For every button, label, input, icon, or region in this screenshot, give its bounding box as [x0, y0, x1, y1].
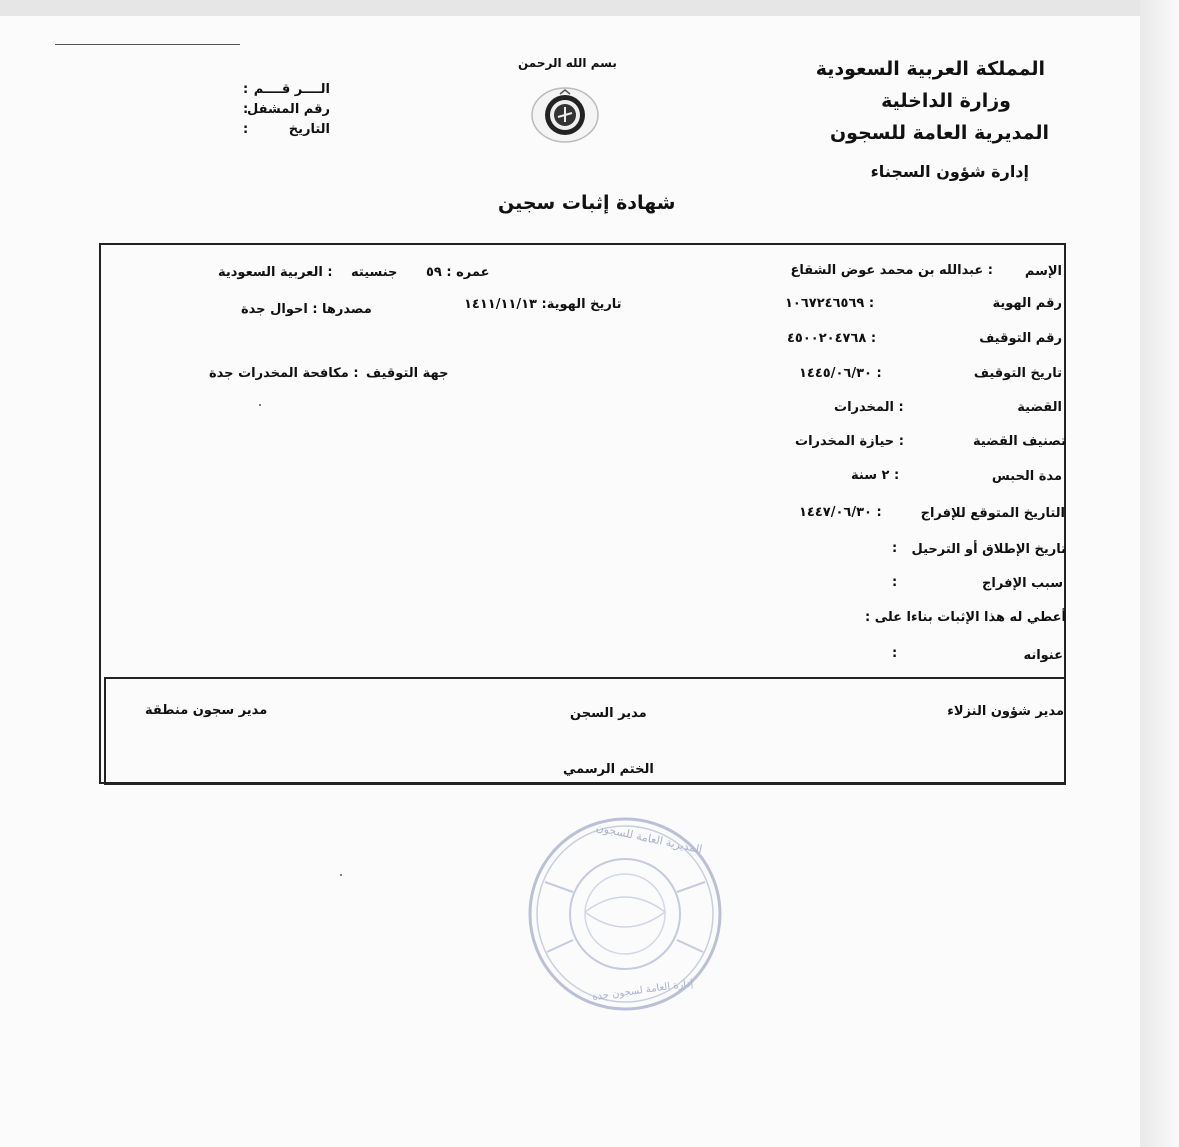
- release-date-colon: :: [892, 541, 898, 556]
- id-source: مصدرها : احوال جدة: [241, 302, 372, 317]
- basmala: بسم الله الرحمن: [518, 56, 617, 70]
- inmates-manager-signature: مدير شؤون النزلاء: [947, 704, 1064, 719]
- sentence-value: : ٢ سنة: [851, 468, 900, 483]
- expected-release-value: ١٤٤٧/٠٦/٣٠ :: [799, 505, 882, 520]
- attachment-label: رقم المشفل: [247, 102, 330, 117]
- expected-release-label: التاريخ المتوقع للإفراج: [920, 506, 1065, 521]
- ref-number-label: الــــر قــــم: [253, 82, 330, 97]
- release-reason-label: سبب الإفراج: [982, 576, 1063, 591]
- top-left-rule: [55, 44, 240, 45]
- detention-date-value: ١٤٤٥/٠٦/٣٠ :: [799, 366, 882, 381]
- stamp-bottom-text: إدارة العامة لسجون جدة: [591, 977, 694, 1004]
- detention-number-label: رقم التوقيف: [979, 331, 1062, 346]
- kingdom-heading: المملكة العربية السعودية: [815, 58, 1045, 80]
- scan-edge: [0, 0, 1140, 16]
- ref-number-colon: :: [243, 82, 249, 97]
- id-label: رقم الهوية: [992, 296, 1062, 311]
- date-label: التاريخ: [288, 122, 330, 137]
- detention-date-label: تاريخ التوقيف: [973, 366, 1062, 381]
- release-reason-colon: :: [892, 575, 898, 590]
- detention-authority-value: : مكافحة المخدرات جدة: [209, 366, 359, 381]
- scan-speck: [340, 874, 342, 876]
- name-value: : عبدالله بن محمد عوض الشقاع: [790, 263, 993, 278]
- detention-number-value: ٤٥٠٠٢٠٤٧٦٨ :: [787, 331, 877, 346]
- case-classification-value: : حيازة المخدرات: [795, 434, 904, 449]
- address-label: عنوانه: [1023, 648, 1063, 663]
- nationality-label: جنسيته: [351, 265, 398, 280]
- ministry-heading: وزارة الداخلية: [881, 90, 1011, 112]
- stamp-top-text: المديرية العامة للسجون: [594, 820, 704, 857]
- id-issue-date: تاريخ الهوية: ١٤١١/١١/١٣: [464, 297, 622, 312]
- page-title: شهادة إثبات سجين: [498, 192, 676, 214]
- address-colon: :: [892, 646, 898, 661]
- case-label: القضية: [1017, 400, 1062, 415]
- detention-authority-label: جهة التوقيف: [366, 366, 449, 381]
- age-value: عمره : ٥٩: [426, 265, 490, 280]
- department-heading: إدارة شؤون السجناء: [870, 162, 1029, 181]
- case-value: : المخدرات: [834, 400, 904, 415]
- region-manager-signature: مدير سجون منطقة: [145, 703, 268, 718]
- issued-basis-label: أعطي له هذا الإثبات بناءا على :: [864, 610, 1066, 625]
- release-date-label: تاريخ الإطلاق أو الترحيل: [911, 542, 1066, 557]
- sentence-label: مدة الحبس: [991, 469, 1062, 484]
- scan-speck: [259, 404, 261, 406]
- directorate-heading: المديرية العامة للسجون: [829, 122, 1049, 144]
- official-seal-label: الختم الرسمي: [563, 762, 654, 777]
- case-classification-label: تصنيف القضية: [972, 434, 1066, 449]
- prison-manager-signature: مدير السجن: [570, 706, 647, 721]
- id-value: ١٠٦٧٢٤٦٥٦٩ :: [785, 296, 875, 311]
- ministry-emblem-icon: [530, 84, 600, 144]
- page-margin-shadow: [1140, 0, 1179, 1147]
- signature-separator: [106, 677, 1066, 679]
- date-colon: :: [243, 122, 249, 137]
- signature-bottom-border: [104, 783, 1066, 785]
- signature-left-border: [104, 677, 106, 785]
- name-label: الإسم: [1024, 264, 1062, 279]
- nationality-value: : العربية السعودية: [218, 265, 333, 280]
- attachment-colon: :: [243, 102, 249, 117]
